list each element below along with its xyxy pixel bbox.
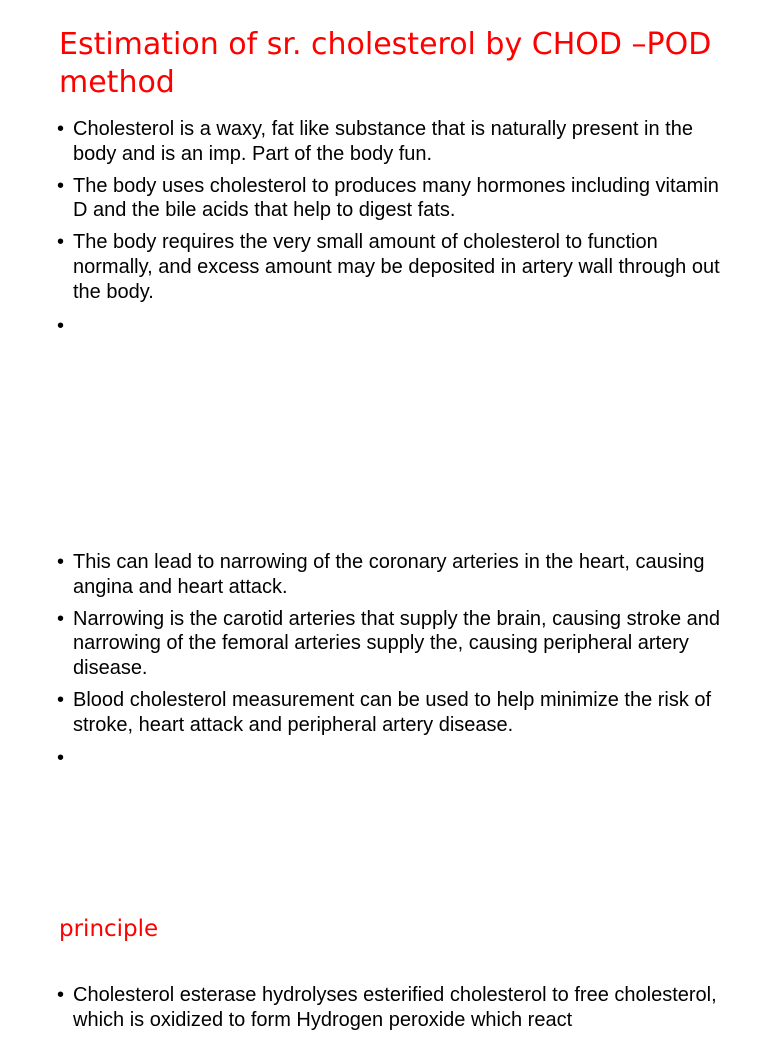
bullet-icon: • [57,118,65,140]
list-item [57,688,737,737]
principle-bullet-list [57,983,737,1040]
bullet-icon: • [57,688,65,711]
list-item [57,983,737,1032]
risk-bullet-list [57,550,737,778]
bullet-icon: • [57,607,65,630]
bullet-icon: • [57,551,65,573]
list-item [57,314,737,339]
bullet-text: The body requires the very small amount of cholesterol to function normally, and excess amount may be deposited in artery wall through out the body. [73,231,720,303]
bullet-text: The body uses cholesterol to produces many hormones including vitamin D and the bile acids that help to digest fats. [73,174,719,222]
list-item [57,174,737,223]
bullet-icon: • [57,231,65,254]
bullet-icon: • [57,747,65,770]
bullet-icon: • [57,315,65,338]
list-item [57,607,737,681]
slide-title: Estimation of sr. cholesterol by CHOD –POD method [59,27,712,100]
bullet-icon: • [57,984,65,1006]
list-item [57,550,737,599]
bullet-icon: • [57,174,65,197]
bullet-text: Cholesterol is a waxy, fat like substance that is naturally present in the body and is an imp. Part of the body fun. [73,118,693,165]
bullet-text: Narrowing is the carotid arteries that supply the brain, causing stroke and narrowing of the femoral arteries supply the, causing peripheral artery disease. [73,607,721,679]
bullet-text: Blood cholesterol measurement can be used to help minimize the risk of stroke, heart attack and peripheral artery disease. [73,688,712,736]
list-item [57,746,737,771]
principle-heading: principle [59,916,159,942]
list-item [57,230,737,304]
list-item [57,117,737,166]
bullet-text: This can lead to narrowing of the coronary arteries in the heart, causing angina and heart attack. [73,551,705,598]
bullet-text: Cholesterol esterase hydrolyses esterified cholesterol to free cholesterol, which is oxidized to form Hydrogen peroxide which react [73,984,717,1031]
intro-bullet-list [57,117,737,346]
